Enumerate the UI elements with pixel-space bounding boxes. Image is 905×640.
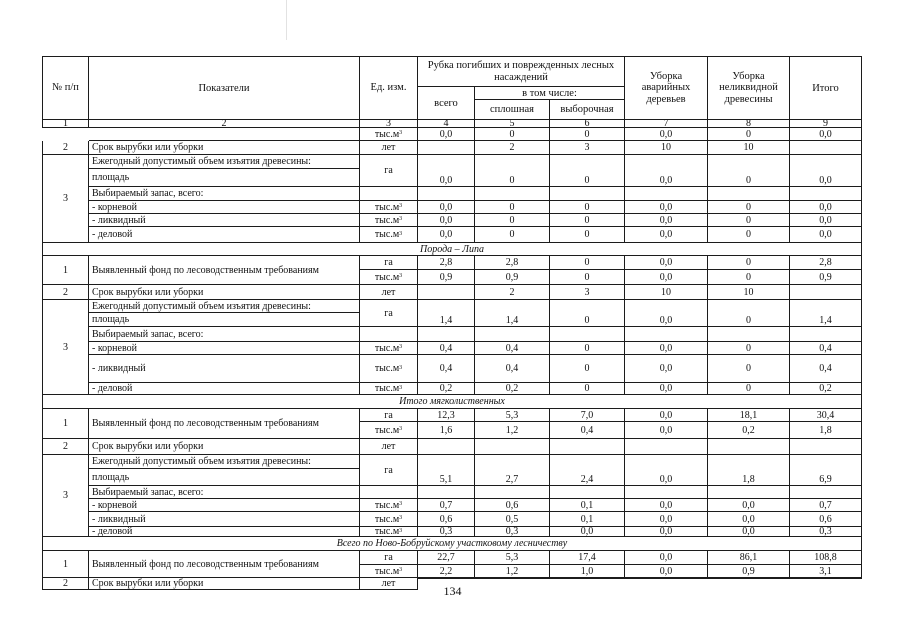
value-cell	[418, 141, 475, 155]
unit-label: тыс.м	[374, 363, 400, 374]
header-total-felling: всего	[418, 87, 475, 120]
value-cell	[790, 486, 862, 499]
value-cell: 0,9	[708, 565, 790, 578]
unit-cell	[360, 187, 418, 201]
indicator-term: Срок вырубки или уборки	[89, 141, 360, 155]
value-cell: 1,2	[475, 565, 550, 578]
value-cell: 2	[475, 285, 550, 300]
value-cell: 0	[708, 214, 790, 227]
value-cell	[418, 285, 475, 300]
column-number: 2	[89, 120, 360, 128]
value-cell: 0,0	[418, 155, 475, 187]
value-cell: 0,0	[790, 201, 862, 214]
value-cell	[708, 578, 790, 579]
value-cell: 0,5	[475, 512, 550, 527]
indicator-term: Срок вырубки или уборки	[89, 285, 360, 300]
unit-label: тыс.м	[374, 214, 400, 226]
indicator-stock-total: Выбираемый запас, всего:	[89, 187, 360, 201]
value-cell	[790, 285, 862, 300]
value-cell	[418, 187, 475, 201]
unit-cell: тыс.м $^3$	[360, 270, 418, 285]
value-cell: 0	[550, 155, 625, 187]
value-cell	[625, 578, 708, 579]
indicator-liquid: - ликвидный	[89, 512, 360, 527]
indicator-identified-fund: Выявленный фонд по лесоводственным требованиям	[89, 409, 360, 439]
header-emergency: Уборка аварийных деревьев	[625, 56, 708, 120]
page-number: 134	[443, 584, 462, 598]
value-cell: 0,0	[625, 256, 708, 270]
value-cell: 0	[550, 270, 625, 285]
indicator-ann-allowable: Ежегодный допустимый объем изъятия древесины:	[89, 455, 360, 469]
value-cell: 0	[475, 227, 550, 243]
unit-cell: тыс.м $^3$	[360, 565, 418, 578]
value-cell	[475, 486, 550, 499]
value-cell	[708, 187, 790, 201]
value-cell: 17,4	[550, 551, 625, 565]
value-cell: 0,0	[625, 270, 708, 285]
value-cell: 0,6	[790, 512, 862, 527]
value-cell: 30,4	[790, 409, 862, 422]
column-number: 7	[625, 120, 708, 128]
unit-label: тыс.м	[374, 383, 400, 394]
indicator-stock-total: Выбираемый запас, всего:	[89, 486, 360, 499]
unit-cell: тыс.м $^3$	[360, 227, 418, 243]
unit-cell: тыс.м $^3$	[360, 201, 418, 214]
unit-label: га	[384, 552, 393, 563]
value-cell	[708, 439, 790, 455]
unit-cell	[360, 285, 418, 300]
value-cell: 0,4	[475, 355, 550, 383]
value-cell: 2,8	[418, 256, 475, 270]
value-cell	[708, 327, 790, 342]
header-itogo: Итого	[790, 56, 862, 120]
indicator-cell	[89, 128, 360, 141]
unit-cell: тыс.м $^3$	[360, 499, 418, 512]
value-cell	[418, 327, 475, 342]
value-cell: 10	[708, 285, 790, 300]
unit-cell	[360, 141, 418, 155]
value-cell: 10	[625, 141, 708, 155]
value-cell: 108,8	[790, 551, 862, 565]
value-cell: 0,4	[418, 342, 475, 355]
value-cell: 10	[708, 141, 790, 155]
value-cell: 0,0	[625, 551, 708, 565]
value-cell: 0,0	[625, 201, 708, 214]
value-cell: 0,3	[475, 527, 550, 537]
value-cell: 1,4	[418, 300, 475, 327]
unit-label: га	[384, 464, 393, 476]
value-cell: 0,0	[625, 512, 708, 527]
value-cell: 1,8	[790, 422, 862, 439]
value-cell: 3	[550, 141, 625, 155]
unit-label: тыс.м	[374, 527, 400, 537]
value-cell: 5,3	[475, 551, 550, 565]
value-cell: 0	[550, 201, 625, 214]
value-cell: 22,7	[418, 551, 475, 565]
value-cell: 0,4	[418, 355, 475, 383]
unit-label: тыс.м	[374, 565, 400, 577]
value-cell	[625, 327, 708, 342]
value-cell	[550, 327, 625, 342]
value-cell: 0,0	[418, 214, 475, 227]
unit-label: га	[384, 307, 393, 319]
value-cell: 0	[708, 227, 790, 243]
column-number: 4	[418, 120, 475, 128]
row-number: 3	[42, 155, 89, 243]
value-cell: 2,2	[418, 565, 475, 578]
value-cell: 86,1	[708, 551, 790, 565]
value-cell: 2,4	[550, 455, 625, 486]
unit-cell: тыс.м $^3$	[360, 422, 418, 439]
value-cell: 0,6	[418, 512, 475, 527]
value-cell: 0	[550, 256, 625, 270]
value-cell: 1,0	[550, 565, 625, 578]
value-cell: 0,0	[790, 128, 862, 141]
indicator-liquid: - ликвидный	[89, 214, 360, 227]
unit-label: тыс.м	[374, 513, 400, 525]
value-cell	[625, 187, 708, 201]
indicator-area: площадь	[89, 169, 360, 187]
value-cell: 1,4	[475, 300, 550, 327]
value-cell: 0,0	[418, 201, 475, 214]
indicator-root: - корневой	[89, 499, 360, 512]
value-cell: 0,0	[625, 422, 708, 439]
value-cell: 0	[708, 256, 790, 270]
value-cell: 0,0	[790, 214, 862, 227]
value-cell: 0,1	[550, 499, 625, 512]
unit-label: тыс.м	[374, 201, 400, 213]
value-cell: 0	[475, 128, 550, 141]
indicator-term: Срок вырубки или уборки	[89, 578, 360, 590]
unit-label: лет	[381, 286, 396, 298]
value-cell	[475, 327, 550, 342]
value-cell: 3	[550, 285, 625, 300]
unit-label: тыс.м	[374, 342, 400, 354]
value-cell	[550, 187, 625, 201]
unit-label: тыс.м	[374, 229, 400, 240]
value-cell: 0,0	[418, 128, 475, 141]
unit-cell	[360, 155, 418, 187]
column-number: 5	[475, 120, 550, 128]
value-cell: 0,0	[625, 227, 708, 243]
unit-label: лет	[381, 142, 396, 153]
value-cell	[790, 141, 862, 155]
value-cell: 0,2	[708, 422, 790, 439]
unit-label: га	[384, 409, 393, 421]
indicator-term: Срок вырубки или уборки	[89, 439, 360, 455]
value-cell: 0	[550, 383, 625, 395]
unit-cell	[360, 486, 418, 499]
value-cell: 0,0	[550, 527, 625, 537]
unit-label: лет	[381, 441, 396, 452]
indicator-area: площадь	[89, 469, 360, 486]
unit-label: тыс.м	[374, 128, 400, 140]
value-cell: 0,0	[625, 155, 708, 187]
unit-cell	[360, 327, 418, 342]
value-cell: 0	[475, 214, 550, 227]
value-cell: 1,2	[475, 422, 550, 439]
value-cell: 0,0	[708, 512, 790, 527]
value-cell: 0	[550, 227, 625, 243]
value-cell: 1,8	[708, 455, 790, 486]
value-cell	[790, 578, 862, 579]
unit-label: тыс.м	[374, 271, 400, 283]
value-cell: 5,3	[475, 409, 550, 422]
value-cell: 0,0	[625, 300, 708, 327]
value-cell: 0,0	[418, 227, 475, 243]
unit-cell	[360, 300, 418, 327]
header-selective: выборочная	[550, 100, 625, 120]
value-cell: 2,7	[475, 455, 550, 486]
value-cell: 2,8	[475, 256, 550, 270]
value-cell: 0	[550, 214, 625, 227]
unit-cell	[360, 409, 418, 422]
row-number: 2	[42, 141, 89, 155]
unit-cell: тыс.м $^3$	[360, 128, 418, 141]
value-cell: 0	[708, 300, 790, 327]
value-cell: 0,9	[418, 270, 475, 285]
unit-cell: тыс.м $^3$	[360, 527, 418, 537]
column-number: 3	[360, 120, 418, 128]
indicator-business: - деловой	[89, 227, 360, 243]
page-fold-line	[286, 0, 287, 40]
header-clear: сплошная	[475, 100, 550, 120]
indicator-identified-fund: Выявленный фонд по лесоводственным требованиям	[89, 551, 360, 578]
value-cell	[550, 578, 625, 579]
header-felling-group: Рубка погибших и поврежденных лесных насаждений	[418, 56, 625, 87]
value-cell	[475, 187, 550, 201]
unit-label: га	[384, 257, 393, 268]
value-cell: 0,0	[625, 527, 708, 537]
column-number: 8	[708, 120, 790, 128]
row-number: 2	[42, 439, 89, 455]
value-cell: 0	[550, 300, 625, 327]
value-cell: 6,9	[790, 455, 862, 486]
value-cell: 0,0	[625, 499, 708, 512]
value-cell: 0	[550, 128, 625, 141]
column-number: 9	[790, 120, 862, 128]
indicator-area: площадь	[89, 313, 360, 327]
section-title-softwood-total: Итого мягколиственных	[42, 395, 862, 409]
unit-cell: тыс.м $^3$	[360, 214, 418, 227]
value-cell: 0	[475, 155, 550, 187]
row-number: 1	[42, 256, 89, 285]
value-cell: 0,0	[625, 455, 708, 486]
value-cell: 0	[550, 342, 625, 355]
indicator-root: - корневой	[89, 201, 360, 214]
column-number: 6	[550, 120, 625, 128]
value-cell: 0,0	[790, 155, 862, 187]
value-cell: 0,0	[625, 565, 708, 578]
unit-cell	[360, 455, 418, 486]
value-cell	[790, 327, 862, 342]
unit-label: га	[384, 165, 393, 176]
unit-cell	[360, 256, 418, 270]
value-cell: 0	[708, 155, 790, 187]
value-cell: 0,0	[625, 342, 708, 355]
row-number: 1	[42, 409, 89, 439]
value-cell: 0,2	[475, 383, 550, 395]
unit-cell: тыс.м $^3$	[360, 342, 418, 355]
indicator-root: - корневой	[89, 342, 360, 355]
row-number: 2	[42, 578, 89, 590]
value-cell	[475, 439, 550, 455]
value-cell	[625, 486, 708, 499]
header-unit: Ед. изм.	[360, 56, 418, 120]
row-number: 1	[42, 551, 89, 578]
value-cell: 0	[708, 128, 790, 141]
value-cell: 0	[550, 355, 625, 383]
indicator-liquid: - ликвидный	[89, 355, 360, 383]
header-num: № п/п	[42, 56, 89, 120]
value-cell: 0	[708, 355, 790, 383]
value-cell: 0,3	[790, 527, 862, 537]
value-cell: 5,1	[418, 455, 475, 486]
value-cell: 0,0	[625, 128, 708, 141]
value-cell: 0	[475, 201, 550, 214]
value-cell: 0,0	[625, 355, 708, 383]
value-cell: 3,1	[790, 565, 862, 578]
header-indicators: Показатели	[89, 56, 360, 120]
header-including: в том числе:	[475, 87, 625, 100]
value-cell: 0	[708, 201, 790, 214]
unit-cell: тыс.м $^3$	[360, 355, 418, 383]
value-cell: 0,6	[475, 499, 550, 512]
section-title-forestry-total: Всего по Ново-Бобруйскому участковому лесничеству	[42, 537, 862, 551]
value-cell: 0,4	[790, 355, 862, 383]
header-illiquid: Уборка неликвидной древесины	[708, 56, 790, 120]
value-cell: 10	[625, 285, 708, 300]
row-number: 3	[42, 300, 89, 395]
value-cell: 0	[708, 342, 790, 355]
indicator-business: - деловой	[89, 383, 360, 395]
value-cell: 0,7	[418, 499, 475, 512]
value-cell	[790, 187, 862, 201]
value-cell	[418, 486, 475, 499]
value-cell	[475, 578, 550, 579]
value-cell	[418, 578, 475, 579]
row-number: 3	[42, 455, 89, 537]
column-number: 1	[42, 120, 89, 128]
value-cell: 18,1	[708, 409, 790, 422]
value-cell: 2,8	[790, 256, 862, 270]
value-cell: 0,0	[625, 383, 708, 395]
unit-cell	[360, 551, 418, 565]
value-cell: 0,1	[550, 512, 625, 527]
value-cell: 0,0	[790, 227, 862, 243]
indicator-stock-total: Выбираемый запас, всего:	[89, 327, 360, 342]
value-cell	[550, 486, 625, 499]
unit-cell	[360, 439, 418, 455]
value-cell: 0,0	[708, 527, 790, 537]
row-number: 2	[42, 285, 89, 300]
indicator-ann-allowable: Ежегодный допустимый объем изъятия древесины:	[89, 155, 360, 169]
value-cell: 0,3	[418, 527, 475, 537]
unit-label: тыс.м	[374, 424, 400, 436]
value-cell: 7,0	[550, 409, 625, 422]
value-cell: 12,3	[418, 409, 475, 422]
value-cell: 0,2	[418, 383, 475, 395]
value-cell: 0,0	[625, 214, 708, 227]
value-cell: 0,4	[550, 422, 625, 439]
value-cell: 0,9	[790, 270, 862, 285]
value-cell: 2	[475, 141, 550, 155]
value-cell: 0,0	[708, 499, 790, 512]
value-cell: 1,4	[790, 300, 862, 327]
section-title-linden: Порода – Липа	[42, 243, 862, 256]
value-cell: 0	[708, 270, 790, 285]
indicator-business: - деловой	[89, 527, 360, 537]
unit-label: лет	[381, 578, 396, 589]
value-cell: 0,0	[625, 409, 708, 422]
indicator-ann-allowable: Ежегодный допустимый объем изъятия древесины:	[89, 300, 360, 313]
value-cell: 0	[708, 383, 790, 395]
value-cell	[708, 486, 790, 499]
unit-cell: тыс.м $^3$	[360, 512, 418, 527]
value-cell: 0,9	[475, 270, 550, 285]
value-cell: 0,4	[790, 342, 862, 355]
value-cell: 0,7	[790, 499, 862, 512]
value-cell	[625, 439, 708, 455]
indicator-identified-fund: Выявленный фонд по лесоводственным требованиям	[89, 256, 360, 285]
value-cell	[550, 439, 625, 455]
value-cell	[418, 439, 475, 455]
value-cell: 0,2	[790, 383, 862, 395]
value-cell	[790, 439, 862, 455]
unit-cell: тыс.м $^3$	[360, 383, 418, 395]
value-cell: 0,4	[475, 342, 550, 355]
value-cell: 1,6	[418, 422, 475, 439]
unit-label: тыс.м	[374, 499, 400, 511]
